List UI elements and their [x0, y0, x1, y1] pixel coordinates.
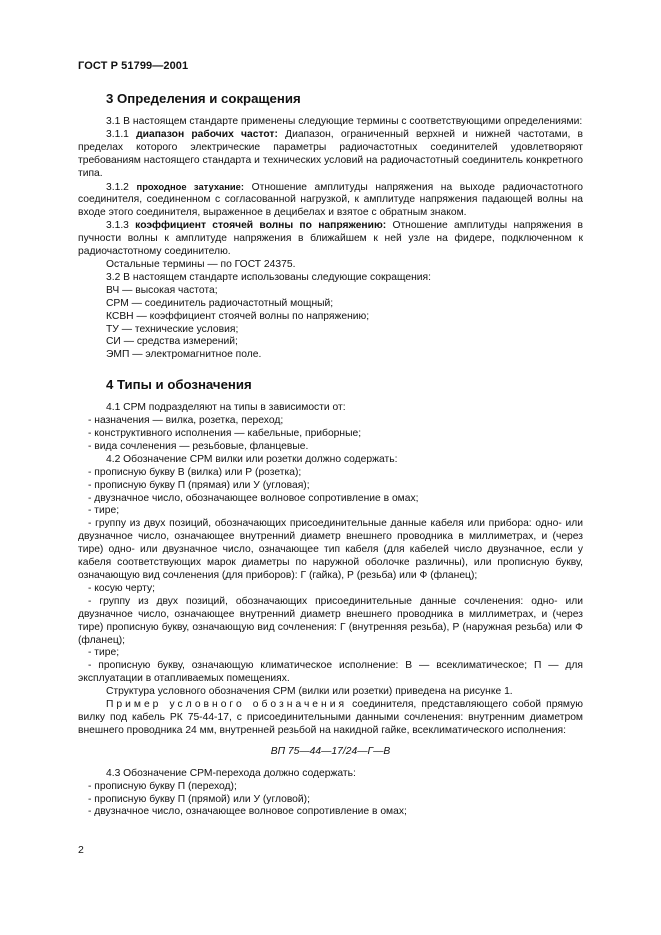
example-paragraph: Пример условного обозначения соединителя, представляющего собой прямую вилку под кабель РК 75-44-17, с присоединительными данными сочленения: внутренним диаметром внешнего проводника 24 мм, внутренней резьбой на накидной гайке, всеклиматического исполнения:	[78, 699, 583, 736]
list-item: - прописную букву, означающую климатическое исполнение: В — всеклиматическое; П — для эксплуатации в отапливаемых помещениях.	[78, 660, 583, 685]
list-item: - прописную букву П (прямой) или У (угловой);	[88, 793, 310, 805]
list-item: - прописную букву В (вилка) или Р (розетка);	[88, 466, 302, 478]
term: коэффициент стоячей волны по напряжению:	[135, 220, 387, 232]
structure-note: Структура условного обозначения СРМ (вилки или розетки) приведена на рисунке 1.	[106, 686, 513, 698]
example-label: Пример условного обозначения	[106, 699, 348, 711]
abbreviation-item: СИ — средства измерений;	[106, 336, 238, 348]
list-item: - прописную букву П (прямая) или У (угловая);	[88, 479, 310, 491]
definition-3-1-1: 3.1.1 диапазон рабочих частот: Диапазон, ограниченный верхней и нижней частотами, в пределах которого электрические параметры радиочастотных соединителей удовлетворяют требованиям настоящего стандарта и технических условий на радиочастотный соединитель конкретного типа.	[78, 128, 583, 179]
list-item: - двузначное число, обозначающее волновое сопротивление в омах;	[88, 492, 419, 504]
other-terms: Остальные термины — по ГОСТ 24375.	[106, 258, 296, 270]
list-item: - группу из двух позиций, обозначающих присоединительные данные сочленения: одно- или двузначное число, означающее внутренний диаметр внешнего проводника в миллиметрах, и (через тире) прописную букву, означающую вид сочленения: Г (внутренняя резьба), Р (наружная резьба) или Ф (фланец);	[78, 595, 583, 646]
abbreviation-item: ЭМП — электромагнитное поле.	[106, 349, 262, 361]
abbreviation-item: ТУ — технические условия;	[106, 323, 239, 335]
list-item: - тире;	[88, 647, 120, 659]
list-item: - двузначное число, означающее волновое сопротивление в омах;	[88, 806, 407, 818]
paragraph-4-2: 4.2 Обозначение СРМ вилки или розетки должно содержать:	[106, 453, 398, 465]
paragraph-4-3: 4.3 Обозначение СРМ-перехода должно содержать:	[106, 767, 356, 779]
abbreviation-item: КСВН — коэффициент стоячей волны по напряжению;	[106, 310, 370, 322]
abbreviation-item: ВЧ — высокая частота;	[106, 284, 218, 296]
list-item: - вида сочленения — резьбовые, фланцевые.	[88, 440, 309, 452]
section-4-title: 4 Типы и обозначения	[106, 377, 252, 393]
list-item: - косую черту;	[88, 582, 155, 594]
list-item: - прописную букву П (переход);	[88, 780, 237, 792]
designation-formula: ВП 75—44—17/24—Г—В	[270, 745, 391, 757]
definition-3-1-2: 3.1.2 проходное затухание: Отношение амплитуды напряжения на выходе радиочастотного соединителя, соединенном с согласованной нагрузкой, к амплитуде напряжения падающей волны на входе этого соединителя, выраженное в децибелах и взятое с обратным знаком.	[78, 180, 584, 219]
list-item: - назначения — вилка, розетка, переход;	[88, 415, 284, 427]
paragraph-3-1: 3.1 В настоящем стандарте применены следующие термины с соответствующими определениями:	[106, 116, 583, 127]
term: диапазон рабочих частот:	[136, 128, 278, 140]
list-item: - тире;	[88, 505, 120, 517]
paragraph-4-1: 4.1 СРМ подразделяют на типы в зависимости от:	[106, 402, 346, 414]
paragraph-3-2: 3.2 В настоящем стандарте использованы следующие сокращения:	[106, 271, 431, 283]
section-3-title: 3 Определения и сокращения	[106, 91, 301, 106]
page-number: 2	[78, 844, 84, 856]
list-item: - конструктивного исполнения — кабельные, приборные;	[88, 428, 362, 440]
abbreviation-item: СРМ — соединитель радиочастотный мощный;	[106, 297, 334, 309]
list-item: - группу из двух позиций, обозначающих присоединительные данные кабеля или прибора: одно- или двузначное число, означающее внутренний диаметр внешнего проводника в миллиметрах, и (через тире) одно- или двузначное число, означающее тип кабеля (для кабелей число двузначное, если у кабеля соответствующих марок диаметры по наружной оболочке различны), или прописную букву, означающую вид сочленения (для приборов): Г (гайка), Р (резьба) или Ф (фланец);	[78, 518, 583, 581]
term: проходное затухание:	[136, 180, 245, 192]
document-header: ГОСТ Р 51799—2001	[78, 60, 189, 72]
definition-3-1-3: 3.1.3 коэффициент стоячей волны по напряжению: Отношение амплитуды напряжения в пучности волны к амплитуде напряжения в ближайшем к ней узле на фидере, подключенном к радиочастотному соединителю.	[78, 220, 583, 258]
page-content	[78, 91, 583, 819]
